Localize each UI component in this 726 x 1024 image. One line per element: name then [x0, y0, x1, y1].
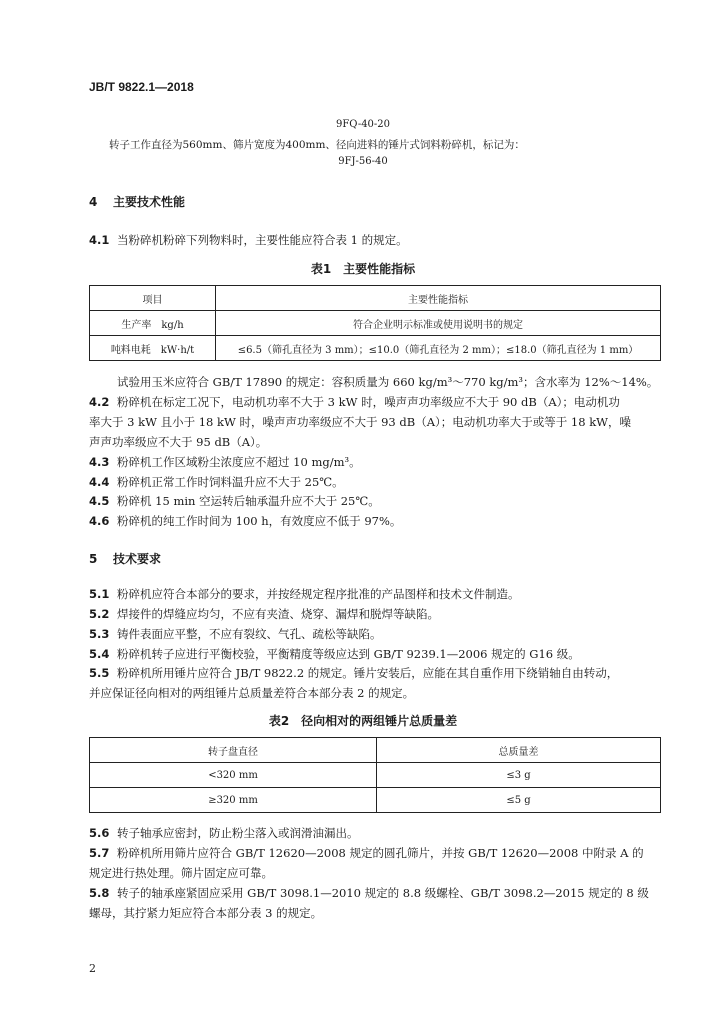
clause-4-5	[89, 493, 661, 509]
table-header-row	[90, 286, 661, 311]
clause-number: 5.4	[89, 647, 110, 661]
clause-number: 5.6	[89, 826, 110, 840]
clause-5-6	[89, 825, 661, 841]
clause-text: 粉碎机工作区域粉尘浓度应不超过 10 mg/m³。	[117, 455, 361, 469]
clause-5-2	[89, 606, 661, 622]
clause-text: 转子的轴承座紧固应采用 GB/T 3098.1—2010 规定的 8.8 级螺栓、GB/T 3098.2—2015 规定的 8 级	[117, 886, 649, 900]
table-2-caption: 表2 径向相对的两组锤片总质量差	[268, 714, 458, 728]
table-header-cell: 转子盘直径	[90, 738, 377, 763]
clause-5-1	[89, 586, 661, 602]
clause-text: 铸件表面应平整，不应有裂纹、气孔、疏松等缺陷。	[117, 627, 382, 641]
clause-text: 转子轴承应密封，防止粉尘落入或润滑油漏出。	[117, 826, 359, 840]
clause-number: 4.1	[89, 233, 110, 247]
table-row	[90, 763, 661, 788]
clause-number: 5.8	[89, 886, 110, 900]
clause-4-6	[89, 513, 661, 529]
clause-text: 粉碎机所用锤片应符合 JB/T 9822.2 的规定。锤片安装后，应能在其自重作用下绕销轴自由转动，	[117, 666, 619, 680]
clause-5-8-line-2: 螺母，其拧紧力矩应符合本部分表 3 的规定。	[89, 906, 323, 920]
clause-number: 5.1	[89, 587, 110, 601]
clause-5-5	[89, 665, 661, 681]
clause-number: 4.6	[89, 514, 110, 528]
section-title: 主要技术性能	[113, 195, 186, 209]
table-cell: ≥320 mm	[90, 788, 377, 813]
clause-number: 4.4	[89, 475, 110, 489]
section-5-heading	[89, 550, 161, 567]
clause-text: 粉碎机 15 min 空运转后轴承温升应不大于 25℃。	[117, 494, 380, 508]
clause-4-2	[89, 394, 661, 410]
clause-number: 5.3	[89, 627, 110, 641]
table-cell: 生产率 kg/h	[90, 311, 216, 336]
clause-4-1	[89, 232, 661, 248]
table-1-caption: 表1 主要性能指标	[310, 262, 416, 276]
clause-5-7-line-2: 规定进行热处理。筛片固定应可靠。	[89, 866, 273, 880]
example-description: 转子工作直径为560mm、筛片宽度为400mm、径向进料的锤片式饲料粉碎机，标记为：	[109, 139, 525, 151]
clause-4-3	[89, 454, 661, 470]
table-row	[90, 336, 661, 361]
clause-number: 5.7	[89, 846, 110, 860]
clause-number: 5.5	[89, 666, 110, 680]
table-2	[89, 737, 661, 813]
section-title: 技术要求	[113, 552, 162, 566]
example-model-2: 9FJ-56-40	[338, 156, 388, 167]
clause-text: 当粉碎机粉碎下列物料时，主要性能应符合表 1 的规定。	[117, 233, 408, 247]
table-header-cell: 主要性能指标	[216, 286, 661, 311]
clause-5-4	[89, 646, 661, 662]
table-row	[90, 311, 661, 336]
table-cell: ≤3 g	[377, 763, 661, 788]
table-cell: 符合企业明示标准或使用说明书的规定	[216, 311, 661, 336]
clause-number: 4.2	[89, 395, 110, 409]
section-number: 4	[89, 195, 98, 209]
section-4-heading	[89, 193, 185, 210]
clause-text: 粉碎机正常工作时饲料温升应不大于 25℃。	[117, 475, 344, 489]
clause-number: 4.5	[89, 494, 110, 508]
clause-text: 焊接件的焊缝应均匀，不应有夹渣、烧穿、漏焊和脱焊等缺陷。	[117, 607, 439, 621]
clause-text: 粉碎机所用筛片应符合 GB/T 12620—2008 规定的圆孔筛片，并按 GB/T 12620—2008 中附录 A 的	[117, 846, 644, 860]
example-model-1: 9FQ-40-20	[335, 119, 391, 130]
clause-5-7	[89, 845, 661, 861]
test-material-note: 试验用玉米应符合 GB/T 17890 的规定：容积质量为 660 kg/m³～770 kg/m³；含水率为 12%～14%。	[117, 375, 659, 389]
table-cell: 吨料电耗 kW·h/t	[90, 336, 216, 361]
table-1	[89, 285, 661, 361]
clause-text: 粉碎机应符合本部分的要求，并按经规定程序批准的产品图样和技术文件制造。	[117, 587, 520, 601]
clause-5-3	[89, 626, 661, 642]
clause-4-2-line-3: 声声功率级应不大于 95 dB（A）。	[89, 435, 268, 449]
clause-5-5-line-2: 并应保证径向相对的两组锤片总质量差符合本部分表 2 的规定。	[89, 686, 415, 700]
clause-text: 粉碎机的纯工作时间为 100 h，有效度应不低于 97%。	[117, 514, 402, 528]
clause-5-8	[89, 885, 661, 901]
standard-code-header: JB/T 9822.1—2018	[89, 80, 194, 94]
clause-4-4	[89, 474, 661, 490]
section-number: 5	[89, 552, 98, 566]
clause-4-2-line-2: 率大于 3 kW 且小于 18 kW 时，噪声声功率级应不大于 93 dB（A）；电动机功率大于或等于 18 kW，噪	[89, 415, 632, 429]
table-header-cell: 总质量差	[377, 738, 661, 763]
clause-text: 粉碎机在标定工况下，电动机功率不大于 3 kW 时，噪声声功率级应不大于 90 dB（A）；电动机功	[117, 395, 620, 409]
table-header-cell: 项目	[90, 286, 216, 311]
table-cell: ≤6.5（筛孔直径为 3 mm）；≤10.0（筛孔直径为 2 mm）；≤18.0（筛孔直径为 1 mm）	[216, 336, 661, 361]
clause-number: 5.2	[89, 607, 110, 621]
table-cell: ≤5 g	[377, 788, 661, 813]
table-row	[90, 788, 661, 813]
clause-number: 4.3	[89, 455, 110, 469]
table-cell: <320 mm	[90, 763, 377, 788]
table-header-row	[90, 738, 661, 763]
clause-text: 粉碎机转子应进行平衡校验，平衡精度等级应达到 GB/T 9239.1—2006 规定的 G16 级。	[117, 647, 580, 661]
page-number: 2	[89, 962, 96, 975]
